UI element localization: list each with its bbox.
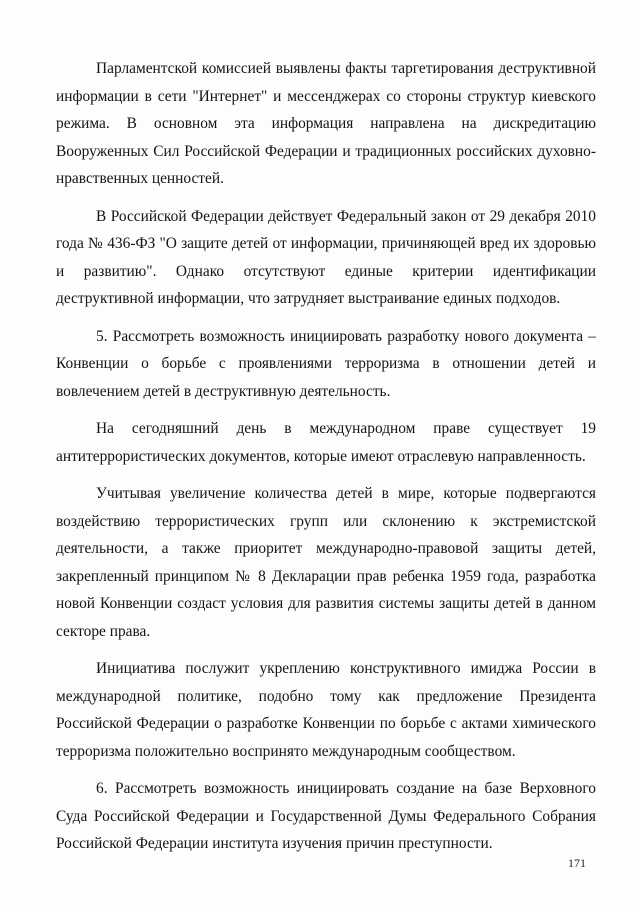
paragraph: На сегодняшний день в международном праве существует 19 антитеррористических документов, которые имеют отраслевую направленность. bbox=[56, 420, 596, 465]
paragraph: 6. Рассмотреть возможность инициировать создание на базе Верховного Суда Российской Федерации и Государственной Думы Федерального Собрания Российской Федерации института изучения причин преступности. bbox=[56, 780, 596, 852]
paragraph: Учитывая увеличение количества детей в мире, которые подвергаются воздействию террористических групп или склонению к экстремистской деятельности, а также приоритет международно-правовой защиты детей, закрепленный принципом № 8 Декларации прав ребенка 1959 года, разработка новой Конвенции создаст условия для развития системы защиты детей в данном секторе права. bbox=[56, 485, 596, 640]
paragraph: В Российской Федерации действует Федеральный закон от 29 декабря 2010 года № 436-ФЗ "О защите детей от информации, причиняющей вред их здоровью и развитию". Однако отсутствуют единые критерии идентификации деструктивной информации, что затрудняет выстраивание единых подходов. bbox=[56, 207, 596, 307]
paragraph: 5. Рассмотреть возможность инициировать разработку нового документа – Конвенции о борьбе с проявлениями терроризма в отношении детей и вовлечением детей в деструктивную деятельность. bbox=[56, 327, 596, 400]
paragraph: Инициатива послужит укреплению конструктивного имиджа России в международной политике, подобно тому как предложение Президента Российской Федерации о разработке Конвенции по борьбе с актами химического терроризма положительно воспринято международным сообществом. bbox=[56, 660, 596, 760]
document-body bbox=[56, 55, 596, 868]
paragraph: Парламентской комиссией выявлены факты таргетирования деструктивной информации в сети "Интернет" и мессенджерах со стороны структур киевского режима. В основном эта информация направлена на дискредитацию Вооруженных Сил Российской Федерации и традиционных российских духовно-нравственных ценностей. bbox=[56, 60, 596, 187]
page-number: 171 bbox=[568, 856, 586, 870]
